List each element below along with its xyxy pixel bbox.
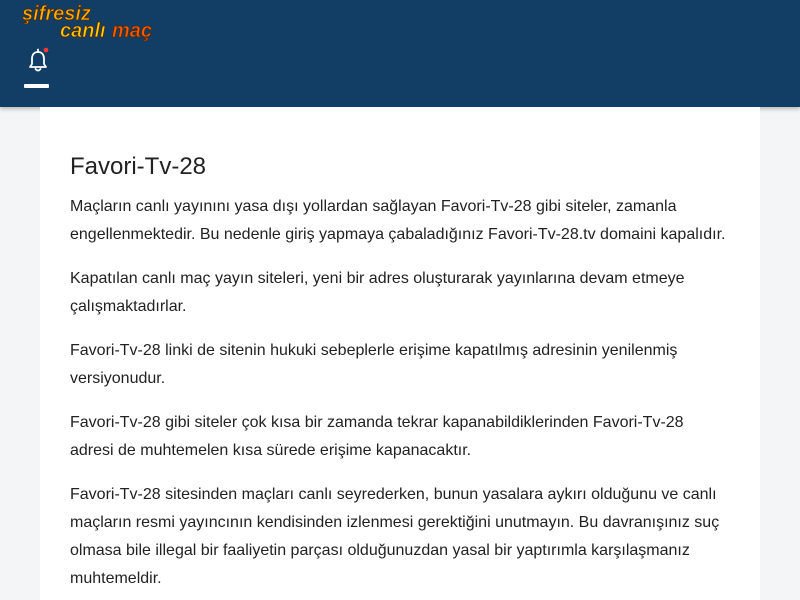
site-logo[interactable] bbox=[20, 1, 170, 41]
logo-word-canli: canlı bbox=[60, 20, 106, 41]
menu-toggle-button[interactable] bbox=[24, 84, 50, 94]
site-header bbox=[0, 0, 800, 107]
notification-bell-button[interactable] bbox=[27, 47, 51, 73]
article-title: Favori-Tv-28 bbox=[70, 153, 207, 180]
article-paragraph: Favori-Tv-28 gibi siteler çok kısa bir zamanda tekrar kapanabildiklerinden Favori-Tv-28 adresi de muhtemelen kısa sürede erişime kapanacaktır. bbox=[70, 414, 684, 459]
logo-word-sifresiz: şifresiz bbox=[22, 3, 91, 25]
article-paragraph: Kapatılan canlı maç yayın siteleri, yeni bir adres oluşturarak yayınlarına devam etmeye çalışmaktadırlar. bbox=[70, 270, 685, 315]
logo-graphic bbox=[20, 1, 170, 41]
logo-word-mac: maç bbox=[112, 20, 153, 41]
article-paragraph: Favori-Tv-28 sitesinden maçları canlı seyrederken, bunun yasalara aykırı olduğunu ve canlı maçların resmi yayıncının kendisinden izlenmesi gerektiğini unutmayın. Bu davranışınız suç olmasa bile illegal bir faaliyetin parçası olduğunuzdan yasal bir yaptırımla karşılaşmanız muhtemeldir. bbox=[70, 486, 720, 587]
notification-dot bbox=[44, 48, 49, 53]
hamburger-menu-icon bbox=[24, 84, 49, 88]
article-content bbox=[40, 107, 760, 600]
article-paragraph: Favori-Tv-28 linki de sitenin hukuki sebeplerle erişime kapatılmış adresinin yenilenmiş versiyonudur. bbox=[70, 342, 678, 387]
article-paragraph: Maçların canlı yayınını yasa dışı yollardan sağlayan Favori-Tv-28 gibi siteler, zamanla engellenmektedir. Bu nedenle giriş yapmaya çabaladığınız Favori-Tv-28.tv domaini kapalıdır. bbox=[70, 198, 726, 243]
bell-icon bbox=[27, 47, 51, 73]
